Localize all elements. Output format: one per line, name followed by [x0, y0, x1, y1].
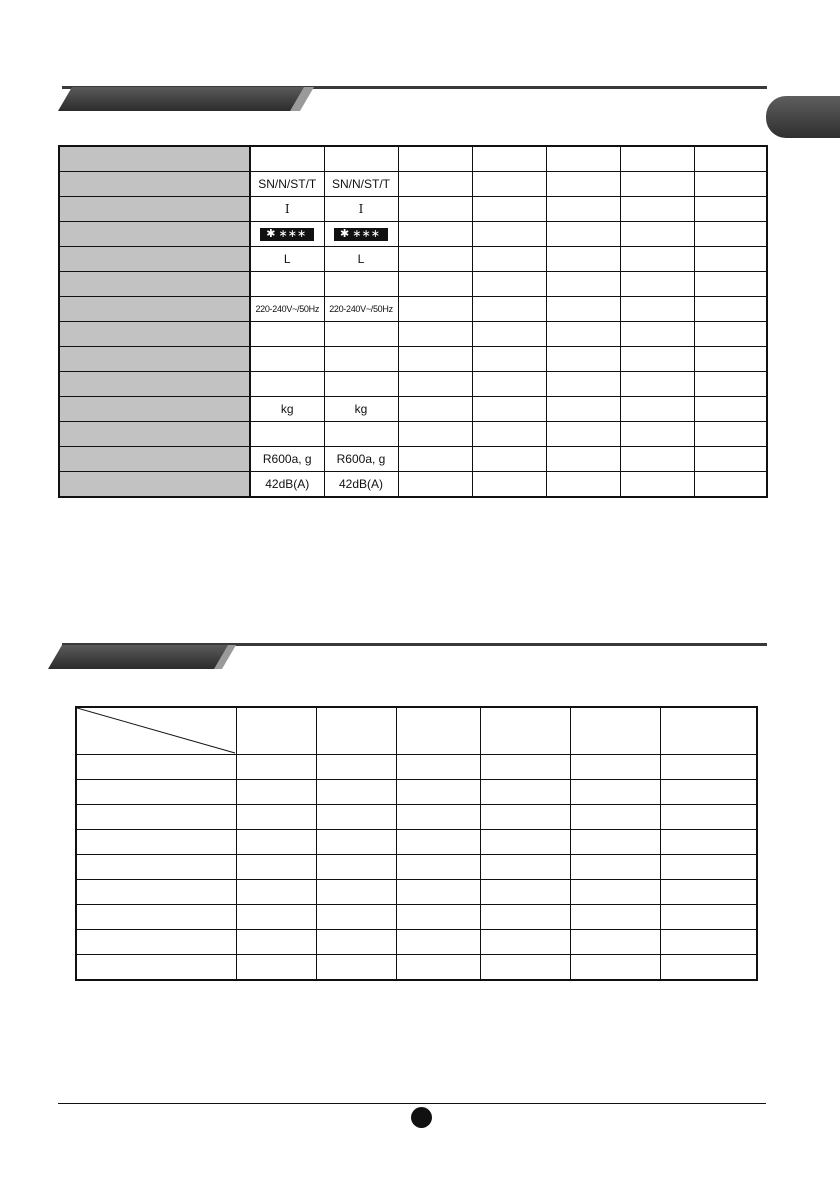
spec-value-cell: L	[324, 247, 398, 272]
second-table-cell	[76, 830, 236, 855]
second-table-row	[76, 905, 757, 930]
spec-value-cell	[250, 222, 324, 247]
spec-value-cell	[620, 247, 694, 272]
spec-value-cell	[694, 247, 767, 272]
spec-value-cell	[324, 146, 398, 172]
spec-value-cell	[546, 447, 620, 472]
spec-value-cell	[472, 146, 546, 172]
second-table-cell	[236, 880, 316, 905]
spec-value-cell	[694, 222, 767, 247]
second-table-cell	[236, 830, 316, 855]
header-cell	[396, 707, 480, 755]
spec-value-cell	[546, 322, 620, 347]
spec-row	[59, 197, 767, 222]
page-number-dot	[411, 1107, 432, 1128]
spec-value-cell	[546, 272, 620, 297]
header-cell	[480, 707, 570, 755]
spec-value-cell	[694, 372, 767, 397]
second-table-row	[76, 880, 757, 905]
second-table-cell	[76, 880, 236, 905]
second-table-cell	[660, 755, 757, 780]
second-table-cell	[76, 780, 236, 805]
spec-value-cell	[546, 222, 620, 247]
second-table-cell	[396, 855, 480, 880]
spec-value-cell	[694, 146, 767, 172]
spec-value-cell	[620, 222, 694, 247]
second-table-cell	[480, 880, 570, 905]
second-table-cell	[396, 955, 480, 981]
spec-value-cell	[250, 347, 324, 372]
spec-value-cell	[324, 422, 398, 447]
spec-label-cell	[59, 372, 250, 397]
spec-row	[59, 322, 767, 347]
spec-value-cell	[546, 172, 620, 197]
second-table-row	[76, 780, 757, 805]
spec-value-cell	[398, 172, 472, 197]
second-table-cell	[396, 880, 480, 905]
second-table-row	[76, 805, 757, 830]
spec-value-cell	[398, 447, 472, 472]
spec-value-cell	[250, 146, 324, 172]
spec-value-cell	[546, 197, 620, 222]
second-table-cell	[660, 830, 757, 855]
spec-value-cell	[694, 447, 767, 472]
second-table-cell	[316, 930, 396, 955]
second-table-cell	[316, 880, 396, 905]
spec-value-cell	[620, 422, 694, 447]
spec-label-cell	[59, 272, 250, 297]
spec-row	[59, 447, 767, 472]
spec-value-cell	[546, 297, 620, 322]
second-table-cell	[76, 930, 236, 955]
spec-value-cell	[324, 372, 398, 397]
spec-value-cell	[694, 397, 767, 422]
spec-value-cell	[250, 372, 324, 397]
spec-value-cell: R600a, g	[250, 447, 324, 472]
second-table-cell	[76, 955, 236, 981]
second-table-row	[76, 755, 757, 780]
spec-row	[59, 397, 767, 422]
spec-value-cell	[620, 372, 694, 397]
header-cell	[660, 707, 757, 755]
second-table-cell	[76, 905, 236, 930]
second-table-cell	[570, 755, 660, 780]
spec-value-cell	[398, 247, 472, 272]
spec-row	[59, 172, 767, 197]
second-table-cell	[570, 930, 660, 955]
second-table-cell	[316, 955, 396, 981]
spec-value-cell	[398, 146, 472, 172]
header-cell	[236, 707, 316, 755]
spec-value-cell	[324, 347, 398, 372]
spec-value-cell	[398, 322, 472, 347]
spec-value-cell	[620, 272, 694, 297]
spec-value-cell: SN/N/ST/T	[324, 172, 398, 197]
spec-value-cell	[324, 322, 398, 347]
spec-label-cell	[59, 422, 250, 447]
second-table-cell	[570, 880, 660, 905]
spec-value-cell	[472, 447, 546, 472]
spec-value-cell	[398, 222, 472, 247]
spec-value-cell	[694, 322, 767, 347]
spec-value-cell	[620, 397, 694, 422]
spec-label-cell	[59, 146, 250, 172]
second-table-cell	[660, 855, 757, 880]
spec-value-cell	[398, 297, 472, 322]
spec-value-cell: kg	[250, 397, 324, 422]
second-table-cell	[480, 830, 570, 855]
spec-value-cell	[472, 397, 546, 422]
spec-value-cell	[546, 146, 620, 172]
spec-value-cell	[546, 247, 620, 272]
spec-value-cell	[472, 222, 546, 247]
second-table-cell	[316, 755, 396, 780]
spec-value-cell	[620, 197, 694, 222]
spec-row	[59, 347, 767, 372]
spec-value-cell: L	[250, 247, 324, 272]
second-table-cell	[570, 780, 660, 805]
second-table-cell	[316, 905, 396, 930]
header-cell	[316, 707, 396, 755]
spec-value-cell	[472, 472, 546, 498]
spec-label-cell	[59, 347, 250, 372]
second-table-cell	[480, 905, 570, 930]
second-table-cell	[396, 755, 480, 780]
spec-value-cell	[472, 322, 546, 347]
freezer-star-rating-icon: ✱ ∗∗∗	[260, 228, 314, 241]
second-table-cell	[76, 805, 236, 830]
second-table-cell	[396, 830, 480, 855]
second-table-cell	[236, 930, 316, 955]
spec-row	[59, 222, 767, 247]
spec-value-cell	[620, 297, 694, 322]
specification-table	[58, 145, 768, 498]
second-table-cell	[396, 905, 480, 930]
diagonal-header-cell	[76, 707, 236, 755]
second-table-cell	[316, 805, 396, 830]
second-table-row	[76, 855, 757, 880]
second-table-cell	[570, 955, 660, 981]
spec-value-cell: kg	[324, 397, 398, 422]
spec-label-cell	[59, 197, 250, 222]
spec-value-cell	[620, 322, 694, 347]
second-table-cell	[236, 955, 316, 981]
section2-heading-tab	[48, 645, 228, 669]
spec-label-cell	[59, 447, 250, 472]
second-table-cell	[480, 955, 570, 981]
header-cell	[570, 707, 660, 755]
spec-label-cell	[59, 222, 250, 247]
spec-label-cell	[59, 322, 250, 347]
spec-value-cell	[694, 347, 767, 372]
spec-value-cell	[472, 247, 546, 272]
spec-value-cell	[546, 397, 620, 422]
second-table-cell	[76, 755, 236, 780]
second-table-cell	[480, 855, 570, 880]
spec-value-cell	[620, 347, 694, 372]
spec-value-cell	[398, 272, 472, 297]
second-table-cell	[660, 780, 757, 805]
second-table-cell	[316, 780, 396, 805]
spec-value-cell	[694, 472, 767, 498]
spec-label-cell	[59, 297, 250, 322]
second-table-cell	[236, 805, 316, 830]
spec-value-cell	[250, 422, 324, 447]
spec-value-cell	[694, 172, 767, 197]
spec-value-cell	[250, 322, 324, 347]
spec-value-cell	[324, 222, 398, 247]
spec-value-cell	[472, 422, 546, 447]
spec-value-cell	[324, 272, 398, 297]
spec-value-cell	[694, 272, 767, 297]
spec-value-cell	[398, 372, 472, 397]
spec-row	[59, 146, 767, 172]
spec-label-cell	[59, 472, 250, 498]
spec-value-cell	[620, 472, 694, 498]
diagonal-line	[77, 708, 237, 754]
section1-heading-tab	[58, 87, 304, 111]
second-table-cell	[76, 855, 236, 880]
second-table-cell	[660, 930, 757, 955]
spec-value-cell	[620, 447, 694, 472]
second-table-cell	[236, 755, 316, 780]
second-table-cell	[660, 805, 757, 830]
spec-row	[59, 472, 767, 498]
spec-row	[59, 297, 767, 322]
second-table-cell	[236, 855, 316, 880]
second-table-cell	[396, 930, 480, 955]
spec-value-cell	[694, 297, 767, 322]
spec-value-cell	[620, 172, 694, 197]
spec-value-cell	[546, 372, 620, 397]
second-table-cell	[570, 905, 660, 930]
spec-value-cell	[472, 297, 546, 322]
second-table-cell	[660, 955, 757, 981]
spec-value-cell	[546, 422, 620, 447]
spec-value-cell	[620, 146, 694, 172]
spec-value-cell	[472, 197, 546, 222]
spec-value-cell	[250, 272, 324, 297]
second-table-cell	[480, 780, 570, 805]
spec-row	[59, 422, 767, 447]
second-table-cell	[316, 830, 396, 855]
freezer-star-rating-icon: ✱ ∗∗∗	[334, 228, 388, 241]
spec-value-cell: 220-240V~/50Hz	[250, 297, 324, 322]
second-table-cell	[570, 855, 660, 880]
spec-value-cell	[694, 422, 767, 447]
spec-label-cell	[59, 172, 250, 197]
second-table-cell	[396, 805, 480, 830]
spec-value-cell	[694, 197, 767, 222]
footer-rule	[58, 1103, 766, 1104]
spec-value-cell	[472, 347, 546, 372]
second-table	[75, 706, 758, 981]
spec-label-cell	[59, 247, 250, 272]
spec-value-cell	[398, 397, 472, 422]
spec-value-cell	[546, 347, 620, 372]
side-chapter-tab	[766, 96, 840, 138]
second-table-row	[76, 930, 757, 955]
spec-row	[59, 272, 767, 297]
spec-value-cell	[398, 197, 472, 222]
second-table-cell	[660, 880, 757, 905]
second-table-row	[76, 955, 757, 981]
second-table-cell	[480, 755, 570, 780]
second-table-cell	[236, 905, 316, 930]
spec-row	[59, 372, 767, 397]
second-table-header-row	[76, 707, 757, 755]
spec-value-cell: 42dB(A)	[324, 472, 398, 498]
spec-value-cell	[472, 172, 546, 197]
spec-value-cell	[472, 272, 546, 297]
second-table-cell	[570, 805, 660, 830]
second-table-cell	[570, 830, 660, 855]
spec-value-cell: 42dB(A)	[250, 472, 324, 498]
spec-value-cell: I	[324, 197, 398, 222]
second-table-cell	[480, 930, 570, 955]
spec-value-cell	[472, 372, 546, 397]
spec-value-cell	[398, 347, 472, 372]
spec-value-cell	[398, 472, 472, 498]
spec-value-cell: SN/N/ST/T	[250, 172, 324, 197]
spec-value-cell	[398, 422, 472, 447]
spec-label-cell	[59, 397, 250, 422]
spec-value-cell	[546, 472, 620, 498]
second-table-cell	[660, 905, 757, 930]
spec-row	[59, 247, 767, 272]
spec-value-cell: R600a, g	[324, 447, 398, 472]
second-table-cell	[236, 780, 316, 805]
second-table-cell	[396, 780, 480, 805]
second-table-cell	[480, 805, 570, 830]
spec-value-cell: 220-240V~/50Hz	[324, 297, 398, 322]
spec-value-cell: I	[250, 197, 324, 222]
second-table-cell	[316, 855, 396, 880]
second-table-row	[76, 830, 757, 855]
